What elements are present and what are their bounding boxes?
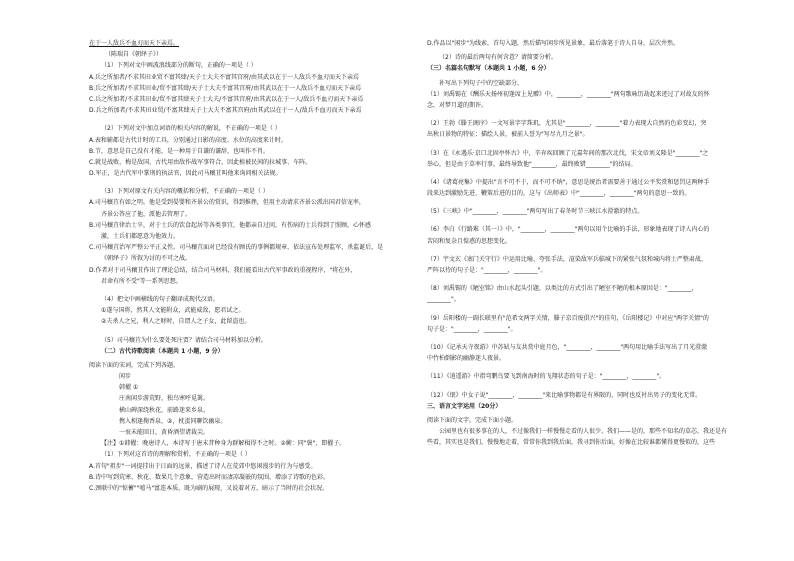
left-column-line: A.首句"祖步"一词提挂出于日面的远景，描述了诗人在荒郊中悠闲漫步的行为与感受。 xyxy=(89,462,317,470)
left-column-line: B.节，意思是自己没有才能，是一种用于自谦的谦辞，也叫作不肖。 xyxy=(89,147,270,155)
right-column-line xyxy=(427,364,779,371)
left-column-line: 在于一人敌兵不血刃而天下亲焉。 xyxy=(89,40,180,47)
left-column-line: A.兵之所加者/不求其田业贸不富其肆/天子士大夫不富其宫府/由其武以在于一人敌兵不血刃而天下亲焉 xyxy=(89,73,359,81)
left-column-line: 齐景公答应了他，派他去管理了。 xyxy=(101,210,192,218)
right-column-line: 补写出下列句子中的空缺部分。 xyxy=(439,79,524,87)
right-column-line: （7）宇文玄《塞门关守行》中运用比喻、夸张手法，渲染敌军兵临城下的紧张气氛和城内将士严整肃战、 xyxy=(427,255,707,263)
left-column-line: 庄南闲步游荒野，独鸟寒呼觅篱。 xyxy=(119,395,210,403)
left-column-line: ②夫杀人之兄，利人之财时，自谓人之子女，此留盗也。 xyxy=(101,318,251,326)
right-column-line xyxy=(427,383,779,390)
left-column-line: （1）下列对文中画波浪线部分的断句，正确的一项是（ ） xyxy=(101,62,257,70)
left-column-line: 携入相逢掬香泉，②，枕蛋同聊饮幽泉。 xyxy=(119,417,227,425)
right-column-line: （8）刘禹锡的《陋室铭》由山水起头引题，以类比的方式引出了陋室不陋的根本原因是："________， xyxy=(427,285,698,293)
right-column-line xyxy=(427,199,779,206)
right-column-line: 举心，但是由于草率行事，最终导致他"________，最终败错________"的结局。 xyxy=(427,160,637,168)
right-column-line xyxy=(427,217,779,224)
left-column-line: C.司马穰苴治军严整公平正义性。司马穰苴面对已经没有顾氏的事例都规章，依法宣布处理监军，杀监诞后，是 xyxy=(89,244,384,252)
right-column-line: 三、语言文字运用（20分） xyxy=(427,402,502,410)
right-column-line: 句子是："________，________"。 xyxy=(427,325,517,333)
right-column-line: （三）名篇名句默写（本题共 1 小题，6 分） xyxy=(427,65,550,73)
right-column-line: （11）《逍遥游》中指弯鹏鸟要飞到南海时的飞翔状态的句子是："________，________"。 xyxy=(427,373,666,381)
right-column-line: D.作品以"闲步"为线索，首句入题，然后描写闲步所见景象，最后落笔于诗人自身，层次井然。 xyxy=(427,40,680,47)
right-column-line xyxy=(427,141,779,148)
left-column-line xyxy=(89,287,449,294)
right-column-line xyxy=(427,335,779,342)
right-column-line: （4）《诸葛亮集》中提出"言不可不于，而不可不纳"，意思是统治者需要善于通过公平奖赏和惩罚这两种手 xyxy=(427,178,710,186)
left-column-line: （5）司马穰苴为什么要处死庄贾？请结合司马材料加以分析。 xyxy=(101,336,267,344)
left-column-line: （3）下列对原文有关内容的概括和分析，不正确的一项是（ ） xyxy=(101,188,269,196)
left-column-line: （1）下列对这首诗的理解和赏析，不正确的一项是（ ） xyxy=(101,451,251,459)
left-column-line: 阅读下面的宋词，完成下列各题。 xyxy=(89,361,180,369)
right-column-line: （5）《三峡》中"________，________"两句写出了春冬时节三峡江水澄澈的特点。 xyxy=(427,208,644,216)
right-column-line: 公园里也有很多事在的人，不过像我们一样慢慢走看的人很少。我们——是的，那些不知名的草芯，我还是有 xyxy=(439,428,728,436)
right-column-line xyxy=(427,276,779,283)
left-column-line: 闲步 xyxy=(119,373,132,381)
left-column-line: B.诗中写到荒寒、秋花、数果几个意象，营造出时而凄凉凝嵌的氛围，增添了诗歌的色彩。 xyxy=(89,473,330,481)
right-column-line: 段来达到激励先进、鞭策后进的目的，这与《出师表》中"________，________"两句的意思一致的。 xyxy=(427,190,691,198)
left-column-line: D.军正，是古代军中掌刑的执法官，因此司马穰苴叫他来询问相关法规。 xyxy=(89,170,282,178)
left-column-line xyxy=(89,116,449,123)
left-column-line: （陈瑞自《朝绎子》） xyxy=(105,51,163,59)
left-column-line: （二）古代诗歌阅读（本题共 1 小题，9 分） xyxy=(101,347,224,355)
right-column-line xyxy=(427,247,779,254)
right-column-line: （2）诗的最后两句有何含意？请简要分析。 xyxy=(439,54,557,62)
right-column-line: （3）在《永遇乐·京口北固亭怀古》中，辛弃疾回顾了元嘉年间的那次北伐，宋文帝刘义隆是"________"之 xyxy=(427,149,709,157)
left-column-line: B.司马穰苴律治士卒，对于士兵的饮食起居等各类事宜，他都亲自过问，有伤病的士兵得到了照顾，心怀感 xyxy=(89,221,372,229)
right-column-line: ________"。 xyxy=(427,296,460,304)
right-column-line: （6）李白《行路难（其一）》中，"________，________"两句以用个比喻的手法，形象地表现了诗人内心的 xyxy=(427,226,710,234)
right-column-line xyxy=(427,170,779,177)
left-column-line: ①遂与国将，然其人文能附众，武能威敌，愿君试之。 xyxy=(101,307,245,315)
left-column-line: A.表和辅都是古代计时的工具，分别通过日影的高度、水位的高度来计时。 xyxy=(89,136,287,144)
right-column-line: 出秋日景物的特征；描绘人景，被前人誉为"写尽九月之景"。 xyxy=(427,131,589,139)
right-column-line: （1）刘禹锡在《酬乐天扬州初逢席上见赠》中，________，________"两句歌咏历劫起来迹过了对故友的怀 xyxy=(427,90,710,98)
left-column xyxy=(89,38,449,494)
left-column-line: C.兵之所加者/不求其田业/贸不富其肆天子士大夫/不富其宫府/由其武以在于一人/敌兵不血刃而天下亲焉 xyxy=(89,95,364,103)
right-column-line: （2）王勃《滕王阁序》一文写景字字珠玑，尤其是"________，________"着力表现大自然的色彩变幻，突 xyxy=(427,120,707,128)
left-column-line: A.司马穰苴有如之明。他是受到晏婴和齐景公的赏识，得到推挫，但用主动请求齐景公派出国君信宠率， xyxy=(89,199,365,207)
right-column-line: 中竹柏倒影的幽静迷人夜景。 xyxy=(427,355,506,363)
left-column-line: D.兵之所加者/不求其田业贸/不富其肆天子士大夫不富其宫府/由其武以在于一人/敌兵不血刃而天下亲焉 xyxy=(89,107,362,115)
right-column-line: 些看，其实也是我们，慢慢地走着，常常你我到我后面，我寻到你后面，好像在比较谁都懂得更慢似的，这些 xyxy=(427,439,716,447)
left-column-line: （2）下列对文中加点词语的相关内容的解说，不正确的一项是（ ） xyxy=(101,125,281,133)
left-column-line: 《朝绎子》所叙为讨的不可之战。 xyxy=(101,255,192,263)
left-column-line: 横山碑深绕秋花，前路迷来乡泉。 xyxy=(119,406,210,414)
left-column-line: B.兵之所加者/不求其田业/贸不富其肆/天子士大夫不富其宫府/由其武以在于一人敌兵不血刃而天下亲焉 xyxy=(89,84,362,92)
right-column-line xyxy=(427,111,779,118)
right-column-line: （9）岳阳楼的一副长联里有"范希文两字关情，滕子京百废俱兴"的佳句，《岳阳楼记》中对应"两字关情"的 xyxy=(427,314,709,322)
left-column-line: C.颈联中的"惊蓄""嘻马"富连本质，既为刷的展现，又说着对方，暗示了当时的社会状况。 xyxy=(89,484,329,492)
right-column xyxy=(427,38,779,448)
left-column-line: D.作者对于司马穰苴作出了理论总结，结合司马材料，我们能看出古代军事政的重视程序，"将在外， xyxy=(89,266,357,274)
left-column-line: （4）把文中画横线的句子翻译成现代汉语。 xyxy=(101,295,219,303)
left-column-line: 一衮未能回日，黄昏酒望诸裁尖。 xyxy=(119,429,210,436)
right-column-line: 阅读下面的文字，完成下面小题。 xyxy=(427,416,518,424)
right-column-line: （10）《记承天寺夜游》中苏轼与友共赏中庭月色，"________，________"两句用比喻手法写出了月光澄澈 xyxy=(427,343,708,351)
left-column-line xyxy=(89,179,449,186)
right-column-line: 念，对梦月道的期许。 xyxy=(427,101,488,109)
left-column-line xyxy=(89,328,449,335)
right-column-line: （12）《氓》中女子说"________，________"来比喻事物都是有界限的，同时也反衬出男子的变化无常。 xyxy=(427,391,702,399)
right-column-line: 苦闷和复杂且惶惑的思想变化。 xyxy=(427,237,512,245)
left-column-line: C.就是战败，梅是敌国，古代用由敌作战军事符合，因此植被民间的拉城事、车阵。 xyxy=(89,158,312,166)
left-column-line: 【注】①韩擢：晚唐诗人，本诗写于唐末昔种身为群解楫得不之时。②蕨：同"褒"，即擢子。 xyxy=(101,440,346,448)
left-column-line: 激，士兵们都愿意为他效力。 xyxy=(101,233,180,240)
right-column-line xyxy=(427,306,779,313)
left-column-line: 君命有所不受"等一系列思想。 xyxy=(101,277,182,285)
left-column-line: 韩擢 ① xyxy=(119,384,139,392)
right-column-line: 严阵以待的句子是："________，________"。 xyxy=(427,267,547,274)
